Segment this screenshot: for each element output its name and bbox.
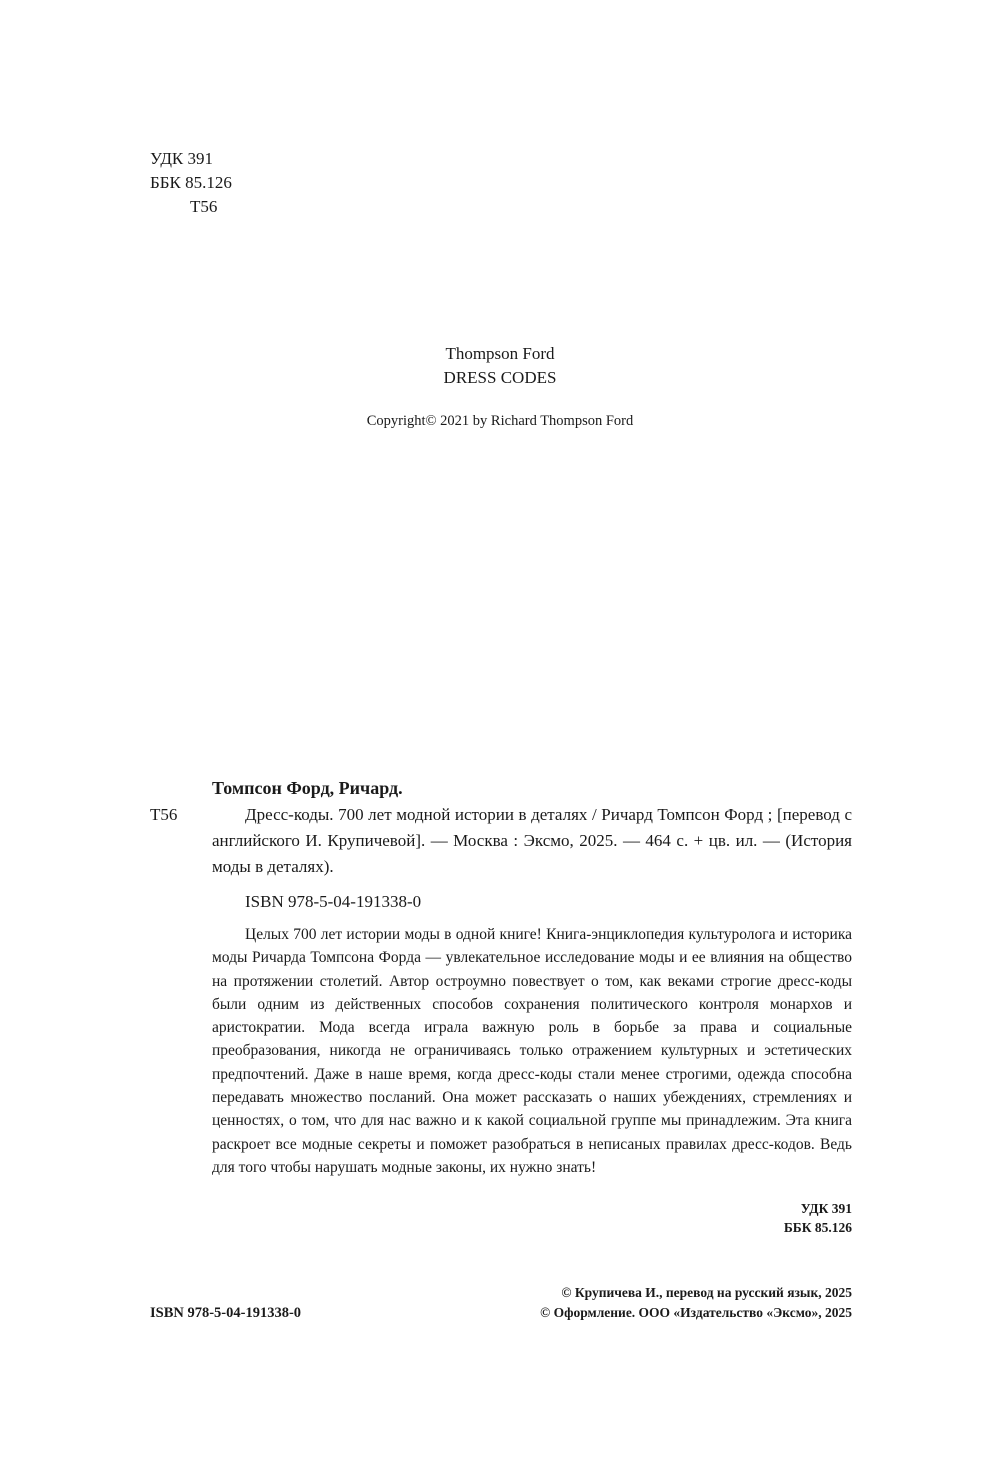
bibliographic-record: Дресс-коды. 700 лет модной истории в деталях / Ричард Томпсон Форд ; [перевод с английского И. Крупичевой]. — Москва : Эксмо, 2025. — 464 с. + цв. ил. — (История моды в деталях). (212, 805, 852, 876)
author-heading: Томпсон Форд, Ричард. (212, 778, 403, 798)
copyright-line: Copyright© 2021 by Richard Thompson Ford (366, 413, 634, 429)
original-author: Thompson Ford (445, 344, 555, 363)
original-title: DRESS CODES (443, 368, 557, 387)
bbk-code-bottom: ББК 85.126 (783, 1220, 852, 1235)
isbn-footer: ISBN 978-5-04-191338-0 (150, 1305, 302, 1321)
annotation-paragraph: Целых 700 лет истории моды в одной книге! Книга-энциклопедия культуролога и историка моды Ричарда Томпсона Форда — увлекательное исследование моды и ее влияния на общество на протяжении столетий. Автор остроумно повествует о том, как веками строгие дресс-коды были одним из действенных способов сохранения политического контроля монархов и аристократии. Мода всегда играла важную роль в борьбе за права и социальные преобразования, никогда не ограничиваясь только отражением культурных и эстетических предпочтений. Даже в наше время, когда дресс-коды стали менее строгими, одежда способна передавать множество посланий. Она может рассказать о наших убеждениях, стремлениях и ценностях, о том, что для нас важно и к какой социальной группе мы принадлежим. Эта книга раскроет все модные секреты и поможет разобраться в неписаных правилах дресс-кодов. Ведь для того чтобы нарушать модные законы, их нужно знать! (212, 926, 852, 1176)
biblio-index: Т56 (150, 805, 178, 824)
isbn-record: ISBN 978-5-04-191338-0 (245, 892, 422, 911)
credits (452, 1283, 852, 1323)
bbk-code: ББК 85.126 (150, 173, 232, 192)
udk-code: УДК 391 (150, 149, 214, 168)
original-edition (0, 342, 1000, 390)
classification-top (150, 147, 232, 219)
author-sign: Т56 (190, 197, 218, 216)
udk-code-bottom: УДК 391 (800, 1201, 852, 1216)
translation-credit: © Крупичева И., перевод на русский язык, 2025 (561, 1285, 852, 1300)
classification-bottom (640, 1199, 852, 1237)
design-credit: © Оформление. ООО «Издательство «Эксмо», 2025 (540, 1305, 852, 1320)
